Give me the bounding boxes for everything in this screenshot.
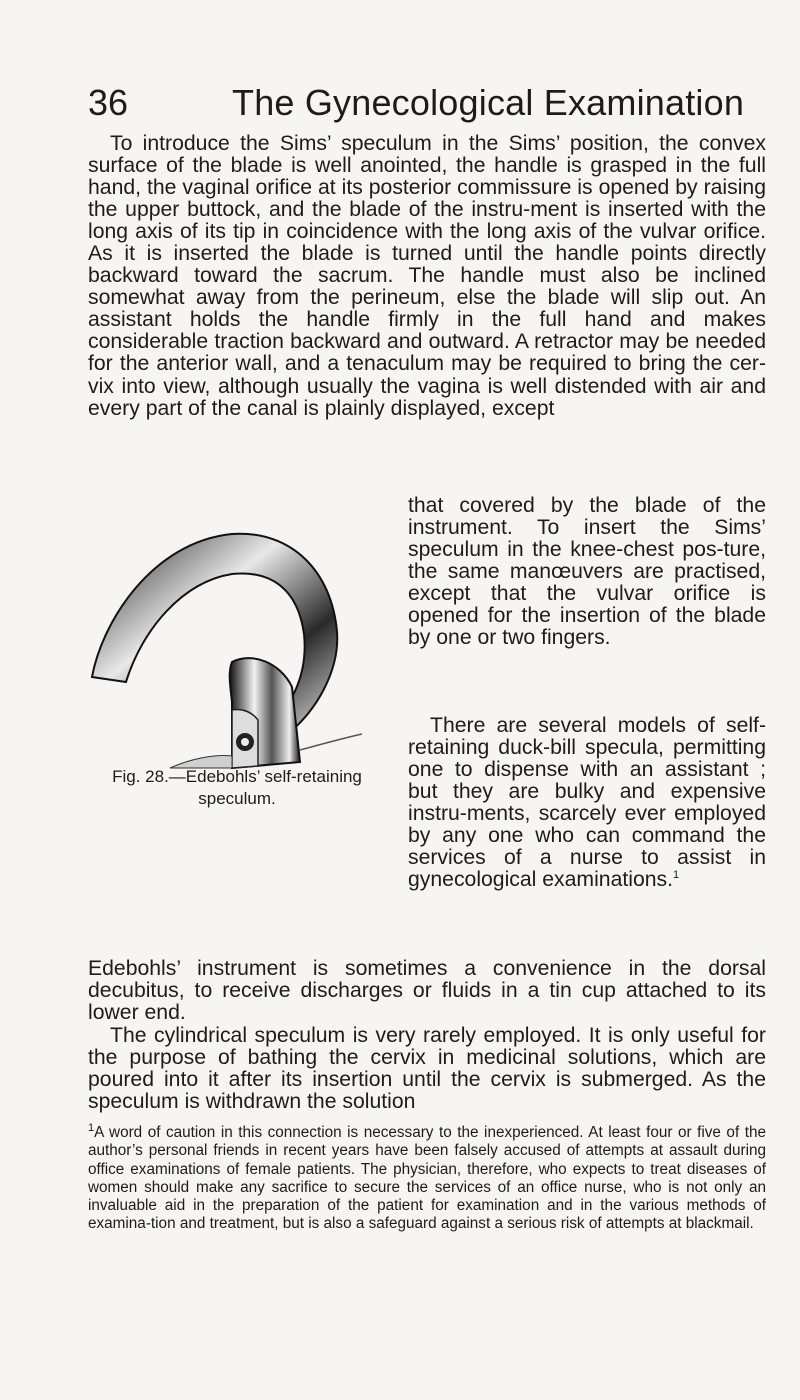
footnote-mark: 1 — [88, 1121, 95, 1134]
page-number: 36 — [88, 82, 129, 123]
paragraph-duck-bill-specula — [408, 715, 766, 891]
paragraph-duck-bill-text: There are several models of self-retaining duck-bill specula, permitting one to dispense with an assistant ; but they are bulky and expensive instru-ments, scarcely ever employed by any one who can command the services of a nurse to assist in gynecological examinations. — [408, 714, 766, 892]
figure-caption — [82, 766, 392, 810]
paragraph-edebohls-instrument: Edebohls’ instrument is sometimes a convenience in the dorsal decubitus, to receive discharges or fluids in a tin cup attached to its lower end. — [88, 957, 766, 1025]
figure-caption-line-2: speculum. — [198, 789, 276, 808]
running-header — [88, 74, 768, 134]
figure-speculum-illustration — [82, 512, 400, 772]
figure-caption-line-1: Fig. 28.—Edebohls’ self-retaining — [112, 767, 362, 786]
paragraph-cylindrical-speculum: The cylindrical speculum is very rarely employed. It is only useful for the purpose of bathing the cervix in medicinal solutions, which are poured into it after its insertion until the cervix is submerged. As the speculum is withdrawn the solution — [88, 1024, 766, 1114]
footnote — [88, 1121, 766, 1234]
footnote-reference: 1 — [673, 869, 680, 882]
running-title: The Gynecological Examination — [232, 82, 745, 123]
footnote-text: A word of caution in this connection is necessary to the inexperienced. At least four or five of the author’s personal friends in recent years have been falsely accused of attempts at assault during office examinations of female patients. The physician, therefore, who expects to treat diseases of women should make any sacrifice to secure the services of an office nurse, who is not only an invaluable aid in the preparation of the patient for examination and in the various methods of examina-tion and treatment, but is also a safeguard against a serious risk of attempts at blackmail. — [88, 1124, 766, 1233]
paragraph-knee-chest: that covered by the blade of the instrument. To insert the Sims’ speculum in the knee-chest pos-ture, the same manœuvers are practised, except that the vulvar orifice is opened for the insertion of the blade by one or two fingers. — [408, 494, 766, 650]
paragraph-sims-position: To introduce the Sims’ speculum in the Sims’ position, the convex surface of the blade is well anointed, the handle is grasped in the full hand, the vaginal orifice at its posterior commissure is opened by raising the upper buttock, and the blade of the instru-ment is inserted with the long axis of its tip in coincidence with the long axis of the vulvar orifice. As it is inserted the blade is turned until the handle points directly backward toward the sacrum. The handle must also be inclined somewhat away from the perineum, else the blade will slip out. An assistant holds the handle firmly in the full hand and makes considerable traction backward and outward. A retractor may be needed for the anterior wall, and a tenaculum may be required to bring the cer-vix into view, although usually the vagina is well distended with air and every part of the canal is plainly displayed, except — [88, 132, 766, 420]
speculum-illustration — [82, 512, 400, 772]
